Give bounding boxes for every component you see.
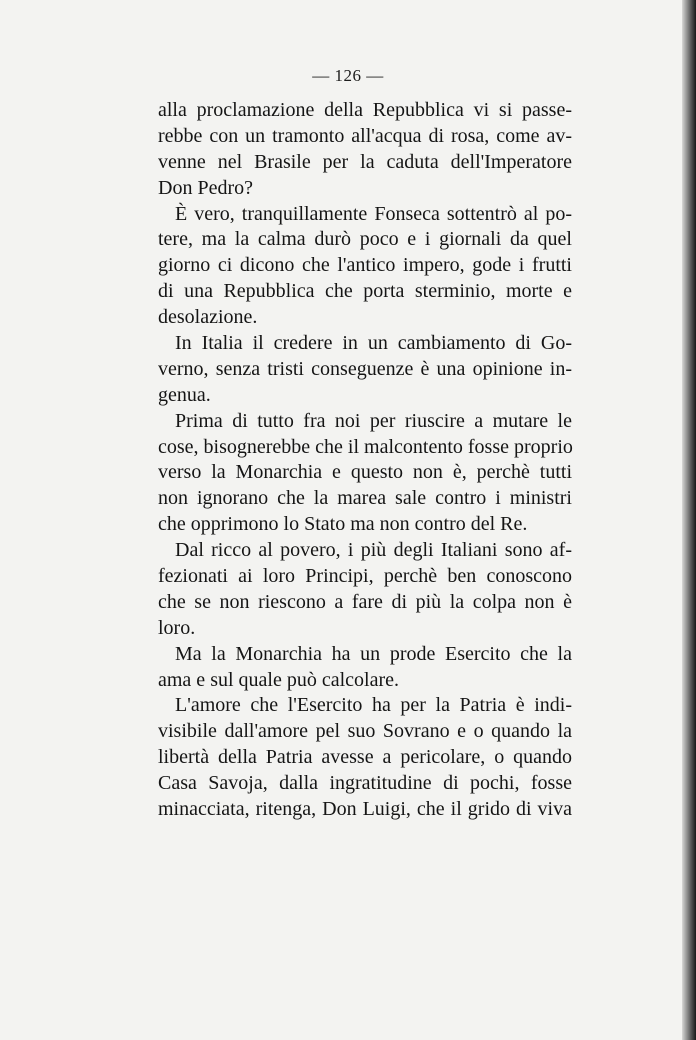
text-line: giorno ci dicono che l'antico impero, gode i frutti: [158, 254, 572, 277]
text-line: alla proclamazione della Repubblica vi si passe-: [158, 99, 572, 121]
text-line: rebbe con un tramonto all'acqua di rosa, come av-: [158, 124, 572, 147]
text-line: verso la Monarchia e questo non è, perchè tutti: [158, 461, 572, 484]
text-line: desolazione.: [158, 306, 258, 329]
text-line: di una Repubblica che porta sterminio, morte e: [158, 280, 572, 303]
text-line: loro.: [158, 616, 196, 639]
text-line: venne nel Brasile per la caduta dell'Imperatore: [158, 150, 572, 173]
text-line: che opprimono lo Stato ma non contro del Re.: [158, 513, 528, 536]
text-line: che se non riescono a fare di più la colpa non è: [158, 590, 572, 613]
text-line: ama e sul quale può calcolare.: [158, 668, 399, 691]
text-line: Dal ricco al povero, i più degli Italiani sono af-: [175, 539, 572, 562]
page-edge-shadow: [682, 0, 696, 1040]
text-line: Casa Savoja, dalla ingratitudine di pochi, fosse: [158, 772, 572, 795]
text-line: visibile dall'amore pel suo Sovrano e o quando la: [158, 720, 572, 743]
text-line: Ma la Monarchia ha un prode Esercito che la: [175, 642, 572, 665]
text-line: minacciata, ritenga, Don Luigi, che il grido di viva: [158, 798, 572, 821]
text-line: genua.: [158, 383, 211, 406]
text-line: non ignorano che la marea sale contro i ministri: [158, 487, 572, 510]
text-line: fezionati ai loro Principi, perchè ben conoscono: [158, 565, 572, 588]
page-number: — 126 —: [312, 66, 384, 85]
text-line: verno, senza tristi conseguenze è una opinione in-: [158, 357, 572, 380]
text-line: cose, bisognerebbe che il malcontento fosse proprio: [158, 435, 573, 458]
text-line: Don Pedro?: [158, 176, 253, 199]
text-line: L'amore che l'Esercito ha per la Patria è indi-: [175, 694, 572, 717]
text-line: Prima di tutto fra noi per riuscire a mutare le: [175, 409, 572, 432]
text-line: libertà della Patria avesse a pericolare, o quando: [158, 746, 572, 769]
body-text: [158, 98, 572, 823]
text-line: In Italia il credere in un cambiamento di Go-: [175, 332, 572, 355]
text-line: È vero, tranquillamente Fonseca sottentrò al po-: [175, 202, 572, 225]
text-line: tere, ma la calma durò poco e i giornali da quel: [158, 228, 572, 251]
